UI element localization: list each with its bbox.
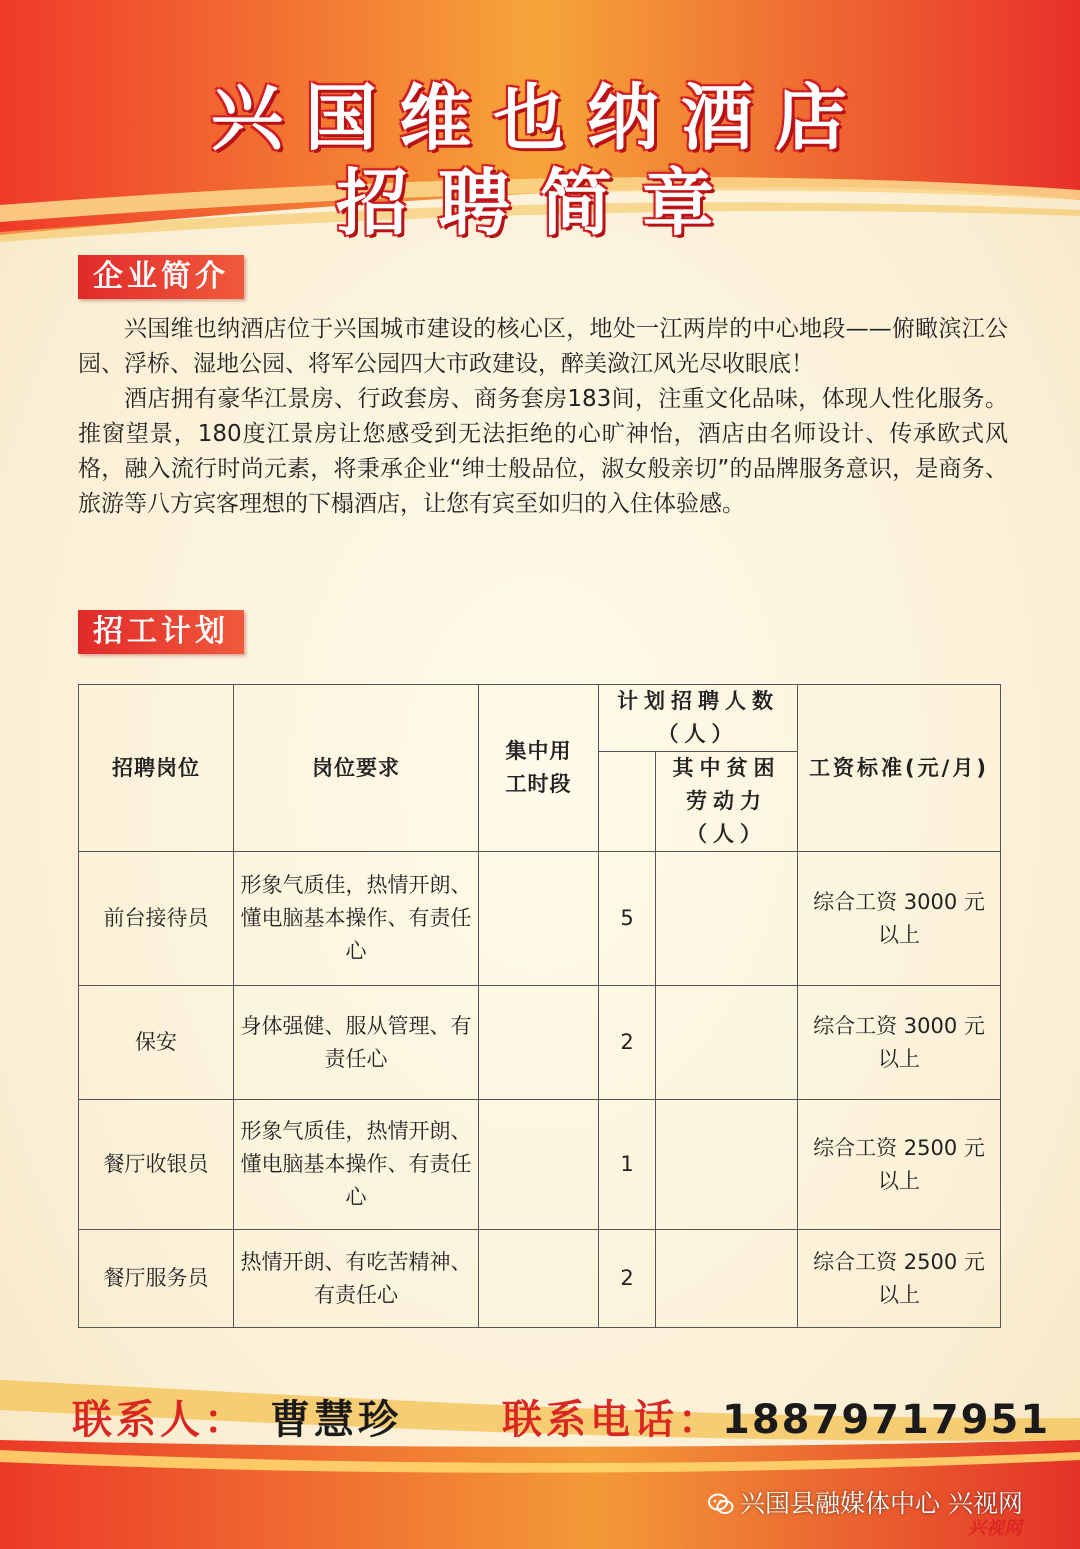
cell-position: 餐厅服务员: [79, 1230, 234, 1328]
intro-paragraph: 兴国维也纳酒店位于兴国城市建设的核心区，地处一江两岸的中心地段——俯瞰滨江公园、浮桥、湿地公园、将军公园四大市政建设，醉美潋江风光尽收眼底！: [78, 316, 1008, 377]
contact-person-name: 曹慧珍: [270, 1397, 402, 1443]
table-row: [79, 852, 1001, 986]
cell-salary: 综合工资 2500 元以上: [798, 1230, 1001, 1328]
cell-poor: [656, 852, 798, 986]
header-requirement: 岗位要求: [234, 685, 479, 852]
cell-salary: 综合工资 3000 元以上: [798, 852, 1001, 986]
contact-person-label: 联系人：: [72, 1397, 248, 1443]
section-tag-plan: 招工计划: [78, 610, 244, 654]
cell-period: [479, 986, 599, 1100]
cell-count: 5: [599, 852, 656, 986]
cell-poor: [656, 986, 798, 1100]
contact-phone: [502, 1388, 1050, 1445]
cell-requirement: 形象气质佳，热情开朗、懂电脑基本操作、有责任心: [234, 1100, 479, 1230]
wechat-icon: [708, 1493, 734, 1515]
cell-position: 餐厅收银员: [79, 1100, 234, 1230]
cell-requirement: 热情开朗、有吃苦精神、有责任心: [234, 1230, 479, 1328]
cell-poor: [656, 1100, 798, 1230]
header-salary: 工资标准(元/月): [798, 685, 1001, 852]
header-position: 招聘岗位: [79, 685, 234, 852]
contact-person: [72, 1388, 402, 1445]
brand-logo: 兴视网: [968, 1518, 1022, 1539]
table-row: [79, 1230, 1001, 1328]
poster-title-line1: 兴国维也纳酒店: [210, 76, 869, 160]
cell-poor: [656, 1230, 798, 1328]
contact-phone-number: 18879717951: [722, 1397, 1051, 1443]
cell-period: [479, 1230, 599, 1328]
cell-period: [479, 852, 599, 986]
cell-count: 2: [599, 1230, 656, 1328]
header-period: 集中用工时段: [479, 685, 599, 852]
table-row: [79, 1100, 1001, 1230]
section-tag-intro: 企业简介: [78, 255, 244, 299]
contact-phone-label: 联系电话：: [502, 1397, 722, 1443]
cell-period: [479, 1100, 599, 1230]
poster-title-line2: 招聘简章: [335, 161, 744, 245]
table-header-row: [79, 685, 1001, 752]
cell-count: 1: [599, 1100, 656, 1230]
header-poor-labor: 其中贫困劳动力（人）: [656, 752, 798, 852]
cell-requirement: 形象气质佳，热情开朗、懂电脑基本操作、有责任心: [234, 852, 479, 986]
footer-source-text: 兴国县融媒体中心 兴视网: [740, 1489, 1023, 1518]
cell-position: 前台接待员: [79, 852, 234, 986]
header-count-blank: [599, 752, 656, 852]
cell-requirement: 身体强健、服从管理、有责任心: [234, 986, 479, 1100]
cell-salary: 综合工资 2500 元以上: [798, 1100, 1001, 1230]
cell-position: 保安: [79, 986, 234, 1100]
header-plan-count: 计划招聘人数（人）: [599, 685, 798, 752]
recruitment-plan-table: [78, 684, 1001, 1328]
cell-count: 2: [599, 986, 656, 1100]
intro-paragraph: 酒店拥有豪华江景房、行政套房、商务套房183间，注重文化品味，体现人性化服务。推窗望景，180度江景房让您感受到无法拒绝的心旷神怡，酒店由名师设计、传承欧式风格，融入流行时尚元素，将秉承企业“绅士般品位，淑女般亲切”的品牌服务意识，是商务、旅游等八方宾客理想的下榻酒店，让您有宾至如归的入住体验感。: [78, 386, 1008, 517]
company-intro: [78, 312, 1008, 522]
table-row: [79, 986, 1001, 1100]
cell-salary: 综合工资 3000 元以上: [798, 986, 1001, 1100]
